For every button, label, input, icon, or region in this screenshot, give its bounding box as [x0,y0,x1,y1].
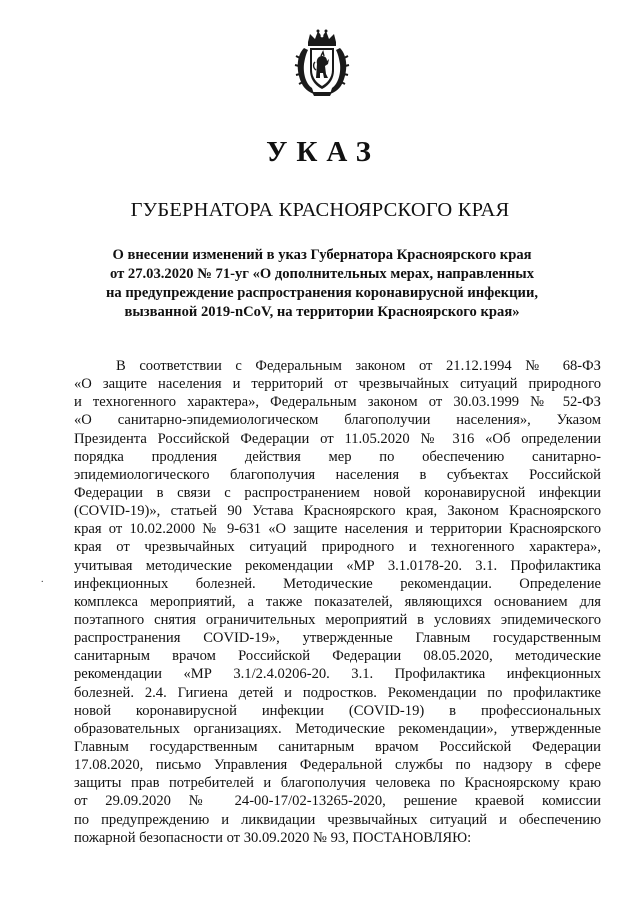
body-line: санитарным врачом Российской Федерации 08.05.2020, методические [74,648,601,665]
body-line: комплекса мероприятий, а также показателей, являющихся основанием для [74,593,601,610]
body-line: края от чрезвычайных ситуаций природного и техногенного характера», [74,539,601,556]
body-line: защиты прав потребителей и благополучия человека по Красноярскому краю [74,775,601,792]
body-line: инфекционных болезней. Методические рекомендации. Определение [74,575,601,592]
body-line: Президента Российской Федерации от 11.05.2020 № 316 «Об определении [74,430,601,447]
body-line: распространения COVID-19», утвержденные Главным государственным [74,630,601,647]
body-line: «О санитарно-эпидемиологическом благополучии населения», Указом [74,412,601,429]
body-line: по предупреждению и ликвидации чрезвычайных ситуаций и обеспечению [74,811,601,828]
body-line: порядка продления действия мер по обеспечению санитарно- [74,448,601,465]
margin-mark: . [41,574,44,585]
body-line: пожарной безопасности от 30.09.2020 № 93, ПОСТАНОВЛЯЮ: [74,829,472,846]
document-title: УКАЗ [266,136,380,168]
body-line: края от 10.02.2000 № 9-631 «О защите населения и территории Красноярского [74,521,601,538]
body-line: от 29.09.2020 № 24-00-17/02-13265-2020, решение краевой комиссии [74,793,601,810]
heading-line: на предупреждение распространения коронавирусной инфекции, [105,285,539,301]
heading-line: вызванной 2019-nCoV, на территории Красноярского края» [124,304,520,320]
decree-body-paragraph [74,357,601,847]
body-line: учитывая методические рекомендации «МР 3.1.0178-20. 3.1. Профилактика [74,557,601,574]
body-line: рекомендации «МР 3.1/2.4.0206-20. 3.1. Профилактика инфекционных [74,666,601,683]
krasnoyarsk-coat-of-arms-icon [294,28,350,98]
body-line: Главным государственным санитарным врачом Российской Федерации [74,738,601,755]
body-line: эпидемиологического благополучия населения в субъектах Российской [74,466,601,483]
heading-line: от 27.03.2020 № 71-уг «О дополнительных мерах, направленных [110,266,534,282]
heading-line: О внесении изменений в указ Губернатора Красноярского края [112,247,532,263]
body-line: (COVID-19)», статьей 90 Устава Красноярского края, Законом Красноярского [74,503,601,520]
body-line: Федерации в связи с распространением новой коронавирусной инфекции [74,484,601,501]
body-line: образовательных организациях. Методические рекомендации», утвержденные [74,720,601,737]
document-subtitle: ГУБЕРНАТОРА КРАСНОЯРСКОГО КРАЯ [130,199,510,221]
body-line: «О защите населения и территорий от чрезвычайных ситуаций природного [74,376,601,393]
body-line: новой коронавирусной инфекции (COVID-19) в профессиональных [74,702,601,719]
body-line: 17.08.2020, письмо Управления Федеральной службы по надзору в сфере [74,757,601,774]
decree-heading [70,246,574,322]
body-line: болезней. 2.4. Гигиена детей и подростков. Рекомендации по профилактике [74,684,601,701]
body-line: В соответствии с Федеральным законом от 21.12.1994 № 68-ФЗ [116,358,601,374]
body-line: и техногенного характера», Федеральным законом от 30.03.1999 № 52-ФЗ [74,394,601,411]
body-line: поэтапного снятия ограничительных мероприятий в условиях эпидемического [74,611,601,628]
